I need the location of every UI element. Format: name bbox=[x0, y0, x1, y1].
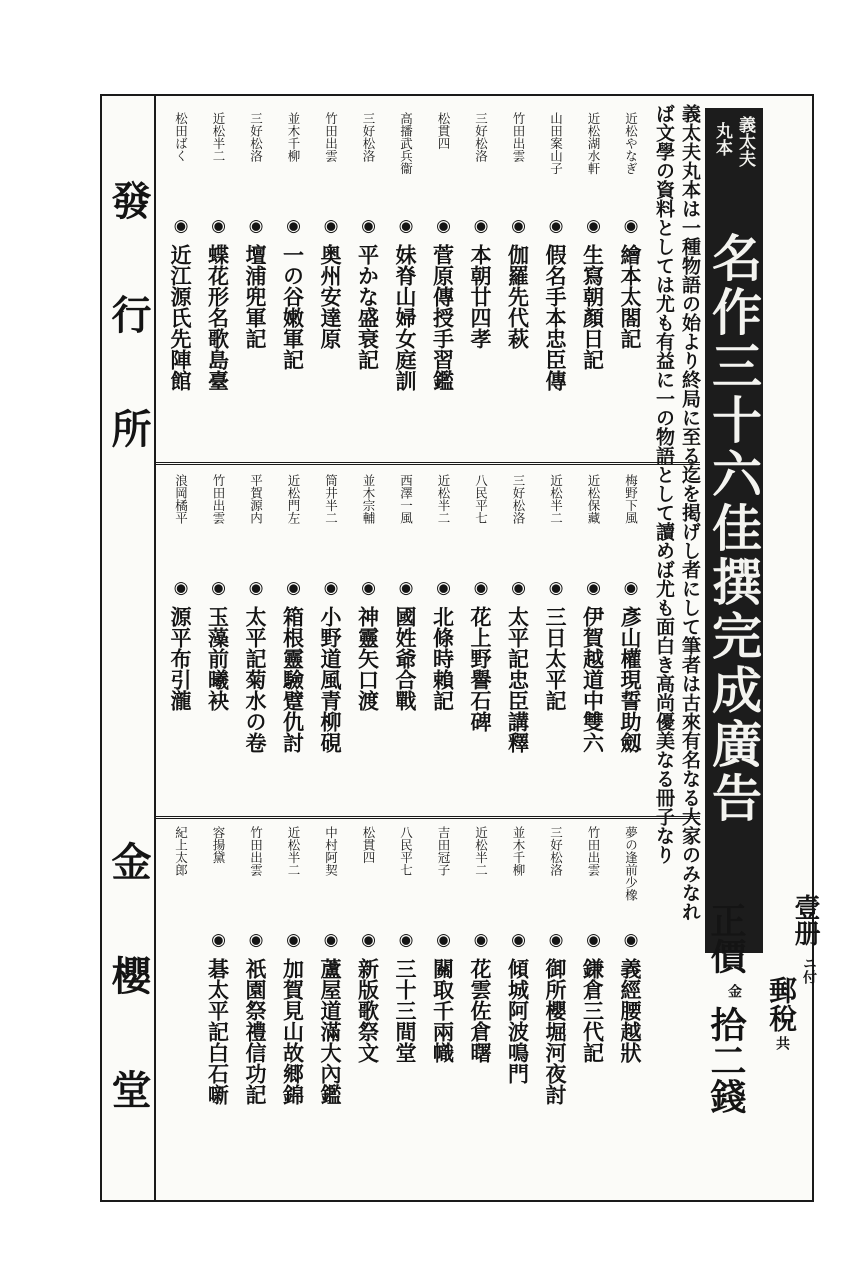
entry-title: 蘆屋道滿大內鑑 bbox=[318, 958, 343, 1105]
entry-title: 三日太平記 bbox=[543, 606, 568, 711]
catalog-entry bbox=[390, 474, 423, 804]
bullet-icon: ◉ bbox=[208, 216, 229, 236]
entry-author: 近松やなぎ bbox=[623, 112, 639, 175]
entry-author: 三好松洛 bbox=[511, 474, 526, 524]
catalog-entry bbox=[278, 826, 311, 1156]
catalog-entry bbox=[353, 826, 386, 1156]
catalog-entry bbox=[465, 826, 498, 1156]
catalog-entry bbox=[278, 112, 311, 442]
banner-title: 名作三十六佳撰完成廣告 bbox=[704, 232, 763, 826]
bullet-icon: ◉ bbox=[171, 216, 191, 236]
price-currency: 金 bbox=[726, 984, 742, 998]
entry-author: 八民平七 bbox=[473, 474, 489, 524]
entry-author: 三好松洛 bbox=[473, 112, 489, 162]
catalog-entry bbox=[203, 826, 236, 1156]
entry-author: 八民平七 bbox=[398, 826, 414, 876]
entry-author: 三好松洛 bbox=[248, 112, 264, 162]
advertisement-sheet bbox=[100, 94, 820, 1202]
entry-title: 假名手本忠臣傳 bbox=[543, 244, 568, 391]
bullet-icon: ◉ bbox=[358, 930, 379, 950]
catalog-entry bbox=[615, 112, 648, 442]
bullet-icon: ◉ bbox=[508, 578, 529, 598]
bullet-icon: ◉ bbox=[321, 216, 341, 236]
price-volume: 壹册 bbox=[790, 894, 820, 946]
bullet-icon: ◉ bbox=[433, 930, 454, 950]
bullet-icon: ◉ bbox=[508, 216, 529, 236]
entry-title: 傾城阿波鳴門 bbox=[505, 958, 531, 1084]
bullet-icon: ◉ bbox=[283, 930, 304, 950]
catalog-entry bbox=[240, 112, 273, 442]
entry-author: 松貫四 bbox=[361, 826, 376, 864]
entry-author: 近松門左 bbox=[286, 474, 301, 524]
entry-author: 竹田出雲 bbox=[248, 826, 264, 876]
entry-author: 並木千柳 bbox=[511, 826, 526, 876]
entry-author: 近松半二 bbox=[286, 826, 301, 876]
bullet-icon: ◉ bbox=[471, 216, 491, 236]
bullet-icon: ◉ bbox=[621, 578, 641, 598]
section-divider bbox=[156, 816, 700, 819]
price-amount: 拾二錢 bbox=[705, 1006, 747, 1114]
bullet-icon: ◉ bbox=[396, 578, 416, 598]
entry-title: 平かな盛衰記 bbox=[355, 244, 381, 370]
description-line-2: ば文學の資料としては尤も有益に一の物語として讀めば尤も面白き高尚優美なる冊子なり bbox=[653, 104, 675, 864]
entry-author: 中村阿契 bbox=[323, 826, 339, 876]
entry-title: 祇園祭禮信功記 bbox=[243, 958, 268, 1105]
catalog-entry bbox=[503, 826, 536, 1156]
bullet-icon: ◉ bbox=[321, 578, 341, 598]
entry-title: 本朝廿四孝 bbox=[468, 244, 493, 349]
bullet-icon: ◉ bbox=[321, 930, 341, 950]
catalog-entry bbox=[240, 474, 273, 804]
entry-title: 碁太平記白石噺 bbox=[205, 958, 231, 1105]
bullet-icon: ◉ bbox=[546, 578, 566, 598]
entry-author: 容揚黛 bbox=[211, 826, 226, 864]
catalog-entry bbox=[578, 474, 611, 804]
entry-title: 小野道風青柳硯 bbox=[318, 606, 343, 753]
bullet-icon: ◉ bbox=[358, 216, 379, 236]
entry-author: 紀上太郎 bbox=[173, 826, 189, 876]
entry-author: 竹田出雲 bbox=[586, 826, 601, 876]
entry-title: 蝶花形名歌島臺 bbox=[205, 244, 231, 391]
bullet-icon: ◉ bbox=[396, 216, 416, 236]
entry-author: 三好松洛 bbox=[361, 112, 376, 162]
bullet-icon: ◉ bbox=[583, 578, 604, 598]
banner-category-line1: 義太夫 bbox=[735, 116, 755, 167]
entry-title: 神靈矢口渡 bbox=[355, 606, 381, 711]
description-line-1: 義太夫丸本は一種物語の始より終局に至る迄を掲げし者にして筆者は古來有名なる大家のみなれ bbox=[679, 104, 701, 921]
catalog-entry bbox=[615, 826, 648, 1156]
bullet-icon: ◉ bbox=[208, 930, 229, 950]
catalog-entry bbox=[165, 826, 198, 1156]
entry-author: 三好松洛 bbox=[548, 826, 564, 876]
entry-title: 壇浦兜軍記 bbox=[243, 244, 268, 349]
catalog-entry bbox=[165, 112, 198, 442]
bullet-icon: ◉ bbox=[471, 930, 491, 950]
catalog-entry bbox=[428, 112, 461, 442]
bullet-icon: ◉ bbox=[358, 578, 379, 598]
catalog-entry bbox=[428, 474, 461, 804]
entry-author: 松貫四 bbox=[436, 112, 451, 150]
entry-author: 近松半二 bbox=[436, 474, 451, 524]
section-divider bbox=[156, 462, 700, 465]
banner-category-line2: 丸本 bbox=[712, 122, 732, 156]
entry-author: 松田ばく bbox=[173, 112, 189, 162]
entry-title: 太平記菊水の卷 bbox=[243, 606, 268, 753]
bullet-icon: ◉ bbox=[246, 578, 266, 598]
bullet-icon: ◉ bbox=[583, 930, 604, 950]
entry-author: 浪岡橘平 bbox=[173, 474, 189, 524]
publisher-name: 金櫻堂 bbox=[105, 841, 152, 1183]
entry-title: 菅原傳授手習鑑 bbox=[430, 244, 456, 391]
entry-author: 高播武兵衞 bbox=[398, 112, 414, 175]
entry-title: 奥州安達原 bbox=[318, 244, 343, 349]
entry-title: 國姓爺合戰 bbox=[393, 606, 418, 711]
bullet-icon: ◉ bbox=[583, 216, 604, 236]
entry-author: 竹田出雲 bbox=[323, 112, 339, 162]
entry-title: 花雲佐倉曙 bbox=[468, 958, 493, 1063]
entry-title: 妹脊山婦女庭訓 bbox=[393, 244, 418, 391]
entry-title: 三十三間堂 bbox=[393, 958, 418, 1063]
entry-author: 近松半二 bbox=[473, 826, 489, 876]
entry-title: 源平布引瀧 bbox=[168, 606, 193, 711]
catalog-entry bbox=[578, 112, 611, 442]
title-banner bbox=[705, 108, 763, 953]
catalog-entry bbox=[240, 826, 273, 1156]
catalog-entry bbox=[165, 474, 198, 804]
entry-title: 花上野譽石碑 bbox=[468, 606, 493, 732]
entry-author: 吉田冠子 bbox=[436, 826, 451, 876]
catalog-entry bbox=[315, 826, 348, 1156]
entry-author: 平賀源内 bbox=[248, 474, 264, 524]
catalog-entry bbox=[465, 474, 498, 804]
bullet-icon: ◉ bbox=[546, 216, 566, 236]
entry-title: 生寫朝顏日記 bbox=[580, 244, 606, 370]
catalog-entry bbox=[390, 826, 423, 1156]
entry-title: 近江源氏先陣館 bbox=[168, 244, 193, 391]
publisher-column bbox=[102, 96, 156, 1200]
entry-title: 新版歌祭文 bbox=[355, 958, 381, 1063]
entry-author: 山田案山子 bbox=[548, 112, 564, 175]
catalog-entry bbox=[615, 474, 648, 804]
catalog-entry bbox=[540, 112, 573, 442]
price-per: ニ付 bbox=[801, 956, 817, 984]
entry-author: 近松湖水軒 bbox=[586, 112, 601, 175]
catalog-entry bbox=[540, 474, 573, 804]
entry-author: 夢の逢前少橡 bbox=[623, 826, 639, 901]
catalog-entry bbox=[203, 474, 236, 804]
entry-title: 鎌倉三代記 bbox=[580, 958, 606, 1063]
bullet-icon: ◉ bbox=[546, 930, 566, 950]
entry-author: 西澤一風 bbox=[398, 474, 414, 524]
catalog-entry bbox=[203, 112, 236, 442]
bullet-icon: ◉ bbox=[246, 216, 266, 236]
publisher-label: 發行所 bbox=[105, 180, 152, 522]
bullet-icon: ◉ bbox=[433, 216, 454, 236]
catalog-entry bbox=[353, 112, 386, 442]
entry-title: 關取千兩幟 bbox=[430, 958, 456, 1063]
bullet-icon: ◉ bbox=[246, 930, 266, 950]
bullet-icon: ◉ bbox=[508, 930, 529, 950]
entry-author: 並木千柳 bbox=[286, 112, 301, 162]
entry-author: 筒井半二 bbox=[323, 474, 339, 524]
entry-title: 太平記忠臣講釋 bbox=[505, 606, 531, 753]
bullet-icon: ◉ bbox=[396, 930, 416, 950]
catalog-entry bbox=[278, 474, 311, 804]
bullet-icon: ◉ bbox=[283, 216, 304, 236]
entry-title: 義經腰越狀 bbox=[618, 958, 643, 1063]
catalog-entry bbox=[315, 474, 348, 804]
catalog-entry bbox=[353, 474, 386, 804]
entry-author: 並木宗輔 bbox=[361, 474, 376, 524]
bullet-icon: ◉ bbox=[208, 578, 229, 598]
bullet-icon: ◉ bbox=[283, 578, 304, 598]
entry-author: 竹田出雲 bbox=[211, 474, 226, 524]
bullet-icon: ◉ bbox=[621, 930, 641, 950]
price-label: 正價 bbox=[705, 902, 747, 974]
bullet-icon: ◉ bbox=[171, 578, 191, 598]
catalog-entry bbox=[503, 474, 536, 804]
catalog-entry bbox=[465, 112, 498, 442]
entry-author: 梅野下風 bbox=[623, 474, 639, 524]
entry-title: 繪本太閤記 bbox=[618, 244, 643, 349]
catalog-entry bbox=[390, 112, 423, 442]
price-postage: 郵稅 bbox=[765, 976, 798, 1032]
entry-title: 玉藻前曦袂 bbox=[205, 606, 231, 711]
price-included: 共 bbox=[774, 1036, 790, 1050]
bullet-icon: ◉ bbox=[471, 578, 491, 598]
entry-author: 竹田出雲 bbox=[511, 112, 526, 162]
catalog-entry bbox=[428, 826, 461, 1156]
entry-author: 近松保藏 bbox=[586, 474, 601, 524]
entry-title: 北條時賴記 bbox=[430, 606, 456, 711]
entry-title: 彥山權現誓助劔 bbox=[618, 606, 643, 753]
bullet-icon: ◉ bbox=[621, 216, 641, 236]
entry-author: 近松半二 bbox=[548, 474, 564, 524]
bullet-icon: ◉ bbox=[433, 578, 454, 598]
entry-title: 伊賀越道中雙六 bbox=[580, 606, 606, 753]
catalog-entry bbox=[578, 826, 611, 1156]
catalog-entry bbox=[315, 112, 348, 442]
entry-title: 一の谷嫩軍記 bbox=[280, 244, 306, 370]
entry-author: 近松半二 bbox=[211, 112, 226, 162]
entry-title: 箱根靈驗躄仇討 bbox=[280, 606, 306, 753]
entry-title: 加賀見山故郷錦 bbox=[280, 958, 306, 1105]
entry-title: 伽羅先代萩 bbox=[505, 244, 531, 349]
catalog-entry bbox=[503, 112, 536, 442]
catalog-entry bbox=[540, 826, 573, 1156]
entry-title: 御所櫻堀河夜討 bbox=[543, 958, 568, 1105]
